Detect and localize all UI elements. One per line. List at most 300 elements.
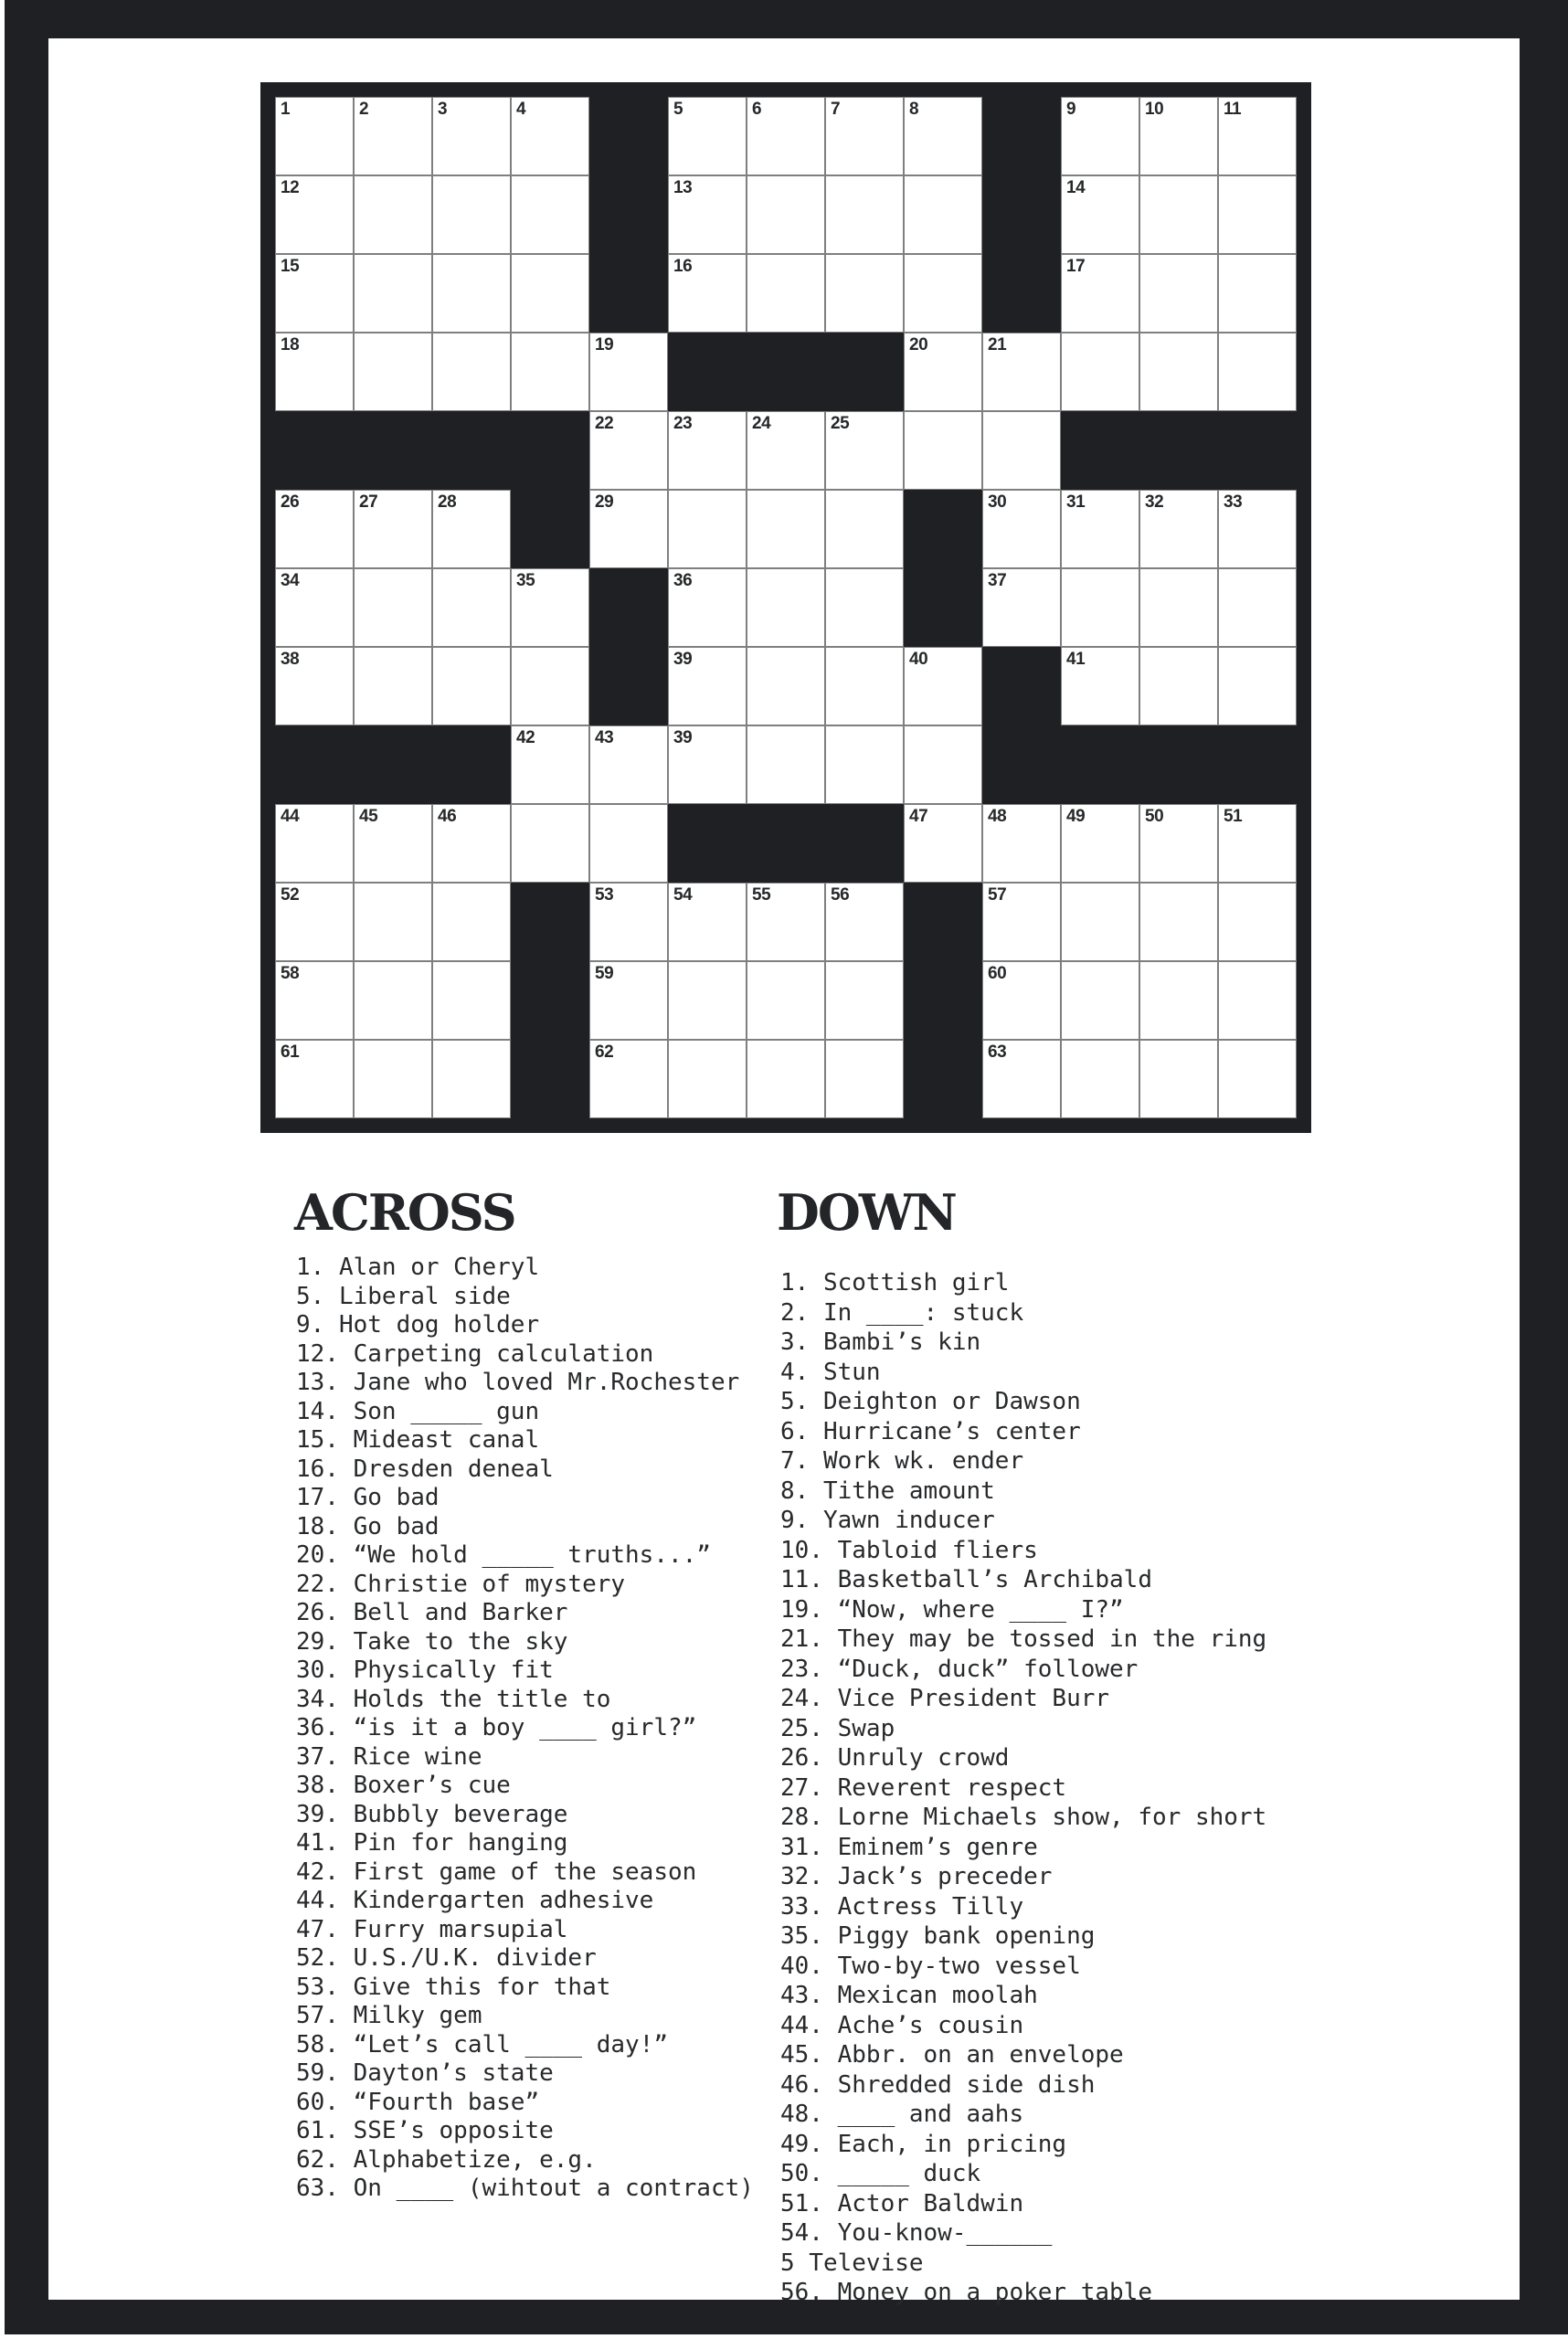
clue-line: 63. On ____ (wihtout a contract) [296, 2175, 754, 2202]
black-cell [432, 411, 511, 490]
clue-line: 17. Go bad [296, 1484, 440, 1511]
clue-line: 62. Alphabetize, e.g. [296, 2145, 597, 2174]
clue-line: 58. “Let’s call ____ day!” [296, 2030, 668, 2059]
grid-cell[interactable] [747, 411, 825, 490]
black-cell [1139, 411, 1218, 490]
clue-line: 61. SSE’s opposite [296, 2117, 554, 2144]
grid-cell[interactable] [982, 333, 1061, 411]
grid-cell[interactable] [747, 175, 825, 254]
grid-cell[interactable] [589, 490, 668, 568]
grid-cell[interactable] [1061, 97, 1139, 175]
clue-line: 37. Rice wine [296, 1742, 482, 1771]
cell-number: 9 [1066, 100, 1076, 119]
clue-line: 11. Basketball’s Archibald [780, 1566, 1152, 1593]
cell-number: 50 [1145, 807, 1164, 826]
grid-cell[interactable] [668, 254, 747, 333]
grid-cell[interactable] [589, 1040, 668, 1118]
cell-number: 47 [909, 807, 928, 826]
grid-cell[interactable] [982, 568, 1061, 647]
cell-number: 58 [281, 964, 300, 983]
grid-cell[interactable] [1218, 490, 1297, 568]
clue-line: 48. ____ and aahs [780, 2101, 1024, 2128]
clue-line: 41. Pin for hanging [296, 1829, 568, 1857]
grid-cell[interactable] [747, 97, 825, 175]
clue-line: 57. Milky gem [296, 2002, 482, 2029]
clue-line: 3. Bambi’s kin [780, 1328, 981, 1356]
grid-cell[interactable] [275, 961, 354, 1040]
black-cell [511, 1040, 589, 1118]
clue-line: 9. Hot dog holder [296, 1311, 540, 1339]
clue-line: 40. Two-by-two vessel [780, 1952, 1081, 1980]
grid-cell[interactable] [511, 333, 589, 411]
grid-cell[interactable] [275, 647, 354, 725]
grid-cell[interactable] [1139, 1040, 1218, 1118]
cell-number: 41 [1066, 650, 1086, 669]
grid-cell[interactable] [354, 647, 432, 725]
grid-cell[interactable] [982, 804, 1061, 883]
black-cell [354, 411, 432, 490]
black-cell [432, 725, 511, 804]
grid-cell[interactable] [904, 804, 982, 883]
cell-number: 61 [281, 1042, 300, 1062]
grid-cell[interactable] [1218, 804, 1297, 883]
clue-line: 24. Vice President Burr [780, 1685, 1110, 1712]
cell-number: 54 [673, 885, 693, 905]
cell-number: 10 [1145, 100, 1164, 119]
clue-line: 14. Son _____ gun [296, 1397, 540, 1425]
black-cell [747, 804, 825, 883]
grid-cell[interactable] [432, 490, 511, 568]
cell-number: 23 [673, 414, 693, 433]
cell-number: 62 [595, 1042, 614, 1062]
grid-cell[interactable] [511, 725, 589, 804]
clue-line: 10. Tabloid fliers [780, 1536, 1038, 1564]
clue-line: 5. Liberal side [296, 1282, 511, 1310]
grid-cell[interactable] [275, 333, 354, 411]
cell-number: 4 [516, 100, 526, 119]
black-cell [589, 647, 668, 725]
grid-cell[interactable] [589, 804, 668, 883]
clue-line: 20. “We hold _____ truths...” [296, 1541, 711, 1569]
clue-line: 5 Televise [780, 2249, 924, 2277]
cell-number: 35 [516, 571, 535, 590]
grid-cell[interactable] [904, 175, 982, 254]
black-cell [275, 725, 354, 804]
clue-line: 44. Kindergarten adhesive [296, 1887, 654, 1914]
clue-line: 34. Holds the title to [296, 1685, 611, 1713]
cell-number: 36 [673, 571, 693, 590]
clue-line: 45. Abbr. on an envelope [780, 2041, 1124, 2069]
grid-cell[interactable] [747, 254, 825, 333]
cell-number: 11 [1224, 100, 1242, 119]
grid-cell[interactable] [1139, 647, 1218, 725]
grid-cell[interactable] [354, 804, 432, 883]
black-cell [982, 175, 1061, 254]
grid-cell[interactable] [589, 333, 668, 411]
grid-cell[interactable] [1218, 97, 1297, 175]
black-cell [982, 97, 1061, 175]
clue-line: 56. Money on a poker table [780, 2279, 1152, 2306]
clue-line: 52. U.S./U.K. divider [296, 1944, 597, 1972]
black-cell [904, 961, 982, 1040]
grid-cell[interactable] [1061, 647, 1139, 725]
grid-cell[interactable] [354, 883, 432, 961]
black-cell [825, 804, 904, 883]
black-cell [354, 725, 432, 804]
grid-cell[interactable] [1139, 333, 1218, 411]
clue-line: 54. You-know-______ [780, 2219, 1053, 2247]
clue-line: 1. Alan or Cheryl [296, 1254, 540, 1281]
grid-cell[interactable] [275, 1040, 354, 1118]
clue-line: 16. Dresden deneal [296, 1455, 554, 1483]
grid-cell[interactable] [1061, 568, 1139, 647]
cell-number: 17 [1066, 257, 1086, 276]
clue-line: 36. “is it a boy ____ girl?” [296, 1714, 697, 1741]
grid-cell[interactable] [747, 490, 825, 568]
clue-line: 26. Bell and Barker [296, 1599, 568, 1626]
cell-number: 34 [281, 571, 300, 590]
grid-cell[interactable] [275, 568, 354, 647]
clue-line: 44. Ache’s cousin [780, 2011, 1024, 2039]
grid-cell[interactable] [432, 961, 511, 1040]
black-cell [668, 804, 747, 883]
cell-number: 59 [595, 964, 614, 983]
clue-line: 25. Swap [780, 1714, 895, 1742]
grid-cell[interactable] [982, 490, 1061, 568]
grid-cell[interactable] [747, 647, 825, 725]
cell-number: 1 [281, 100, 291, 119]
cell-number: 21 [988, 335, 1007, 355]
cell-number: 14 [1066, 178, 1086, 197]
grid-cell[interactable] [825, 725, 904, 804]
grid-cell[interactable] [668, 175, 747, 254]
clue-line: 29. Take to the sky [296, 1627, 568, 1656]
clue-line: 18. Go bad [296, 1512, 440, 1540]
grid-cell[interactable] [511, 175, 589, 254]
grid-cell[interactable] [1218, 883, 1297, 961]
cell-number: 43 [595, 728, 614, 747]
cell-number: 45 [359, 807, 378, 826]
grid-cell[interactable] [904, 97, 982, 175]
cell-number: 30 [988, 492, 1007, 512]
grid-cell[interactable] [1139, 175, 1218, 254]
grid-cell[interactable] [589, 961, 668, 1040]
grid-cell[interactable] [668, 725, 747, 804]
cell-number: 7 [831, 100, 841, 119]
black-cell [668, 333, 747, 411]
grid-cell[interactable] [1061, 961, 1139, 1040]
grid-cell[interactable] [1061, 254, 1139, 333]
grid-cell[interactable] [668, 490, 747, 568]
cell-number: 12 [281, 178, 300, 197]
black-cell [904, 568, 982, 647]
clue-line: 9. Yawn inducer [780, 1507, 995, 1534]
black-cell [982, 725, 1061, 804]
black-cell [904, 490, 982, 568]
grid-cell[interactable] [904, 254, 982, 333]
cell-number: 42 [516, 728, 535, 747]
grid-cell[interactable] [275, 97, 354, 175]
grid-cell[interactable] [1218, 1040, 1297, 1118]
cell-number: 51 [1224, 807, 1243, 826]
grid-cell[interactable] [1218, 568, 1297, 647]
cell-number: 25 [831, 414, 850, 433]
grid-cell[interactable] [825, 883, 904, 961]
clue-line: 13. Jane who loved Mr.Rochester [296, 1369, 740, 1396]
cell-number: 57 [988, 885, 1007, 905]
black-cell [1218, 725, 1297, 804]
grid-cell[interactable] [511, 647, 589, 725]
grid-cell[interactable] [747, 725, 825, 804]
grid-cell[interactable] [432, 568, 511, 647]
grid-cell[interactable] [432, 254, 511, 333]
clue-line: 38. Boxer’s cue [296, 1772, 511, 1799]
grid-cell[interactable] [354, 97, 432, 175]
cell-number: 19 [595, 335, 614, 355]
cell-number: 44 [281, 807, 300, 826]
clue-line: 15. Mideast canal [296, 1426, 540, 1454]
black-cell [589, 568, 668, 647]
cell-number: 22 [595, 414, 614, 433]
grid-cell[interactable] [1218, 254, 1297, 333]
clue-line: 49. Each, in pricing [780, 2130, 1067, 2158]
grid-cell[interactable] [825, 254, 904, 333]
grid-cell[interactable] [354, 490, 432, 568]
clue-line: 12. Carpeting calculation [296, 1339, 654, 1368]
clue-line: 23. “Duck, duck” follower [780, 1655, 1139, 1683]
grid-cell[interactable] [432, 333, 511, 411]
black-cell [982, 647, 1061, 725]
across-heading: ACROSS [294, 1183, 515, 1242]
clue-line: 8. Tithe amount [780, 1476, 995, 1505]
grid-cell[interactable] [432, 1040, 511, 1118]
grid-cell[interactable] [825, 490, 904, 568]
clue-line: 6. Hurricane’s center [780, 1417, 1081, 1445]
cell-number: 13 [673, 178, 693, 197]
cell-number: 40 [909, 650, 928, 669]
grid-cell[interactable] [432, 647, 511, 725]
grid-cell[interactable] [354, 175, 432, 254]
grid-cell[interactable] [432, 97, 511, 175]
clue-line: 53. Give this for that [296, 1973, 611, 2001]
black-cell [511, 883, 589, 961]
grid-cell[interactable] [275, 254, 354, 333]
grid-cell[interactable] [825, 175, 904, 254]
down-heading: DOWN [777, 1183, 956, 1242]
clue-line: 59. Dayton’s state [296, 2059, 554, 2087]
cell-number: 28 [438, 492, 457, 512]
clue-line: 47. Furry marsupial [296, 1915, 568, 1943]
cell-number: 15 [281, 257, 300, 276]
grid-cell[interactable] [747, 883, 825, 961]
grid-cell[interactable] [1139, 568, 1218, 647]
cell-number: 18 [281, 335, 300, 355]
black-cell [904, 883, 982, 961]
black-cell [1218, 411, 1297, 490]
grid-cell[interactable] [275, 883, 354, 961]
cell-number: 5 [673, 100, 683, 119]
grid-cell[interactable] [432, 804, 511, 883]
black-cell [511, 490, 589, 568]
across-clue-list [296, 1254, 754, 2204]
grid-cell[interactable] [1139, 883, 1218, 961]
clue-line: 39. Bubbly beverage [296, 1800, 568, 1828]
grid-cell[interactable] [354, 568, 432, 647]
black-cell [275, 411, 354, 490]
clue-line: 46. Shredded side dish [780, 2070, 1096, 2099]
clue-line: 1. Scottish girl [780, 1269, 1010, 1297]
grid-cell[interactable] [904, 725, 982, 804]
grid-cell[interactable] [668, 97, 747, 175]
cell-number: 39 [673, 728, 693, 747]
grid-cell[interactable] [904, 333, 982, 411]
cell-number: 32 [1145, 492, 1164, 512]
cell-number: 46 [438, 807, 457, 826]
clue-line: 60. “Fourth base” [296, 2088, 540, 2116]
grid-cell[interactable] [668, 1040, 747, 1118]
cell-number: 52 [281, 885, 300, 905]
grid-cell[interactable] [432, 883, 511, 961]
black-cell [1061, 411, 1139, 490]
clue-line: 22. Christie of mystery [296, 1570, 626, 1598]
black-cell [589, 175, 668, 254]
grid-cell[interactable] [1139, 97, 1218, 175]
clue-line: 51. Actor Baldwin [780, 2189, 1024, 2217]
grid-cell[interactable] [354, 1040, 432, 1118]
cell-number: 53 [595, 885, 614, 905]
grid-cell[interactable] [668, 647, 747, 725]
crossword-grid [260, 82, 1311, 1133]
grid-cell[interactable] [432, 175, 511, 254]
clue-line: 19. “Now, where ____ I?” [780, 1595, 1124, 1624]
grid-cell[interactable] [825, 1040, 904, 1118]
grid-cell[interactable] [511, 804, 589, 883]
cell-number: 31 [1066, 492, 1086, 512]
grid-cell[interactable] [1061, 804, 1139, 883]
black-cell [511, 961, 589, 1040]
cell-number: 16 [673, 257, 693, 276]
grid-cell[interactable] [825, 961, 904, 1040]
cell-number: 37 [988, 571, 1007, 590]
cell-number: 55 [752, 885, 771, 905]
cell-number: 60 [988, 964, 1007, 983]
grid-cell[interactable] [275, 490, 354, 568]
cell-number: 26 [281, 492, 300, 512]
grid-cell[interactable] [1218, 175, 1297, 254]
grid-cell[interactable] [747, 568, 825, 647]
grid-cell[interactable] [982, 1040, 1061, 1118]
grid-cell[interactable] [1218, 647, 1297, 725]
cell-number: 8 [909, 100, 919, 119]
clue-line: 2. In ____: stuck [780, 1298, 1024, 1327]
cell-number: 33 [1224, 492, 1243, 512]
grid-cell[interactable] [354, 333, 432, 411]
cell-number: 20 [909, 335, 928, 355]
grid-cell[interactable] [1139, 961, 1218, 1040]
grid-cell[interactable] [825, 411, 904, 490]
cell-number: 39 [673, 650, 693, 669]
clue-line: 27. Reverent respect [780, 1773, 1067, 1802]
cell-number: 49 [1066, 807, 1086, 826]
grid-cell[interactable] [825, 647, 904, 725]
clue-line: 31. Eminem’s genre [780, 1833, 1038, 1861]
grid-cell[interactable] [1139, 490, 1218, 568]
grid-cell[interactable] [747, 1040, 825, 1118]
grid-cell[interactable] [747, 961, 825, 1040]
grid-cell[interactable] [589, 725, 668, 804]
grid-cell[interactable] [589, 883, 668, 961]
grid-cell[interactable] [1139, 254, 1218, 333]
black-cell [511, 411, 589, 490]
grid-cell[interactable] [904, 411, 982, 490]
grid-cell[interactable] [1061, 175, 1139, 254]
clue-line: 32. Jack’s preceder [780, 1863, 1053, 1890]
cell-number: 27 [359, 492, 378, 512]
grid-cell[interactable] [354, 961, 432, 1040]
black-cell [825, 333, 904, 411]
grid-cell[interactable] [1218, 961, 1297, 1040]
grid-cell[interactable] [668, 883, 747, 961]
grid-cell[interactable] [275, 175, 354, 254]
cell-number: 38 [281, 650, 300, 669]
cell-number: 2 [359, 100, 369, 119]
grid-cell[interactable] [354, 254, 432, 333]
grid-cell[interactable] [668, 961, 747, 1040]
grid-cell[interactable] [825, 97, 904, 175]
grid-cell[interactable] [511, 97, 589, 175]
grid-cell[interactable] [589, 411, 668, 490]
black-cell [747, 333, 825, 411]
clue-line: 43. Mexican moolah [780, 1982, 1038, 2009]
cell-number: 3 [438, 100, 448, 119]
grid-cell[interactable] [1061, 883, 1139, 961]
grid-cell[interactable] [825, 568, 904, 647]
cell-number: 48 [988, 807, 1007, 826]
clue-line: 33. Actress Tilly [780, 1892, 1024, 1921]
cell-number: 63 [988, 1042, 1007, 1062]
grid-cell[interactable] [982, 883, 1061, 961]
grid-cell[interactable] [1061, 1040, 1139, 1118]
clue-line: 7. Work wk. ender [780, 1447, 1024, 1475]
grid-cell[interactable] [904, 647, 982, 725]
down-clue-list [780, 1268, 1266, 2308]
black-cell [982, 254, 1061, 333]
cell-number: 6 [752, 100, 762, 119]
cell-number: 24 [752, 414, 771, 433]
grid-cell[interactable] [982, 961, 1061, 1040]
black-cell [1061, 725, 1139, 804]
black-cell [589, 254, 668, 333]
clue-line: 30. Physically fit [296, 1656, 554, 1684]
black-cell [1139, 725, 1218, 804]
grid-cell[interactable] [668, 568, 747, 647]
clue-line: 26. Unruly crowd [780, 1744, 1010, 1772]
grid-cell[interactable] [1218, 333, 1297, 411]
grid-cell[interactable] [1139, 804, 1218, 883]
grid-cell[interactable] [1061, 333, 1139, 411]
grid-cell[interactable] [511, 254, 589, 333]
clue-line: 42. First game of the season [296, 1857, 697, 1886]
clue-line: 35. Piggy bank opening [780, 1922, 1096, 1950]
clue-line: 50. _____ duck [780, 2160, 981, 2187]
grid-cell[interactable] [1061, 490, 1139, 568]
grid-cell[interactable] [511, 568, 589, 647]
black-cell [589, 97, 668, 175]
cell-number: 56 [831, 885, 850, 905]
grid-cell[interactable] [275, 804, 354, 883]
grid-cell[interactable] [982, 411, 1061, 490]
grid-cell[interactable] [668, 411, 747, 490]
